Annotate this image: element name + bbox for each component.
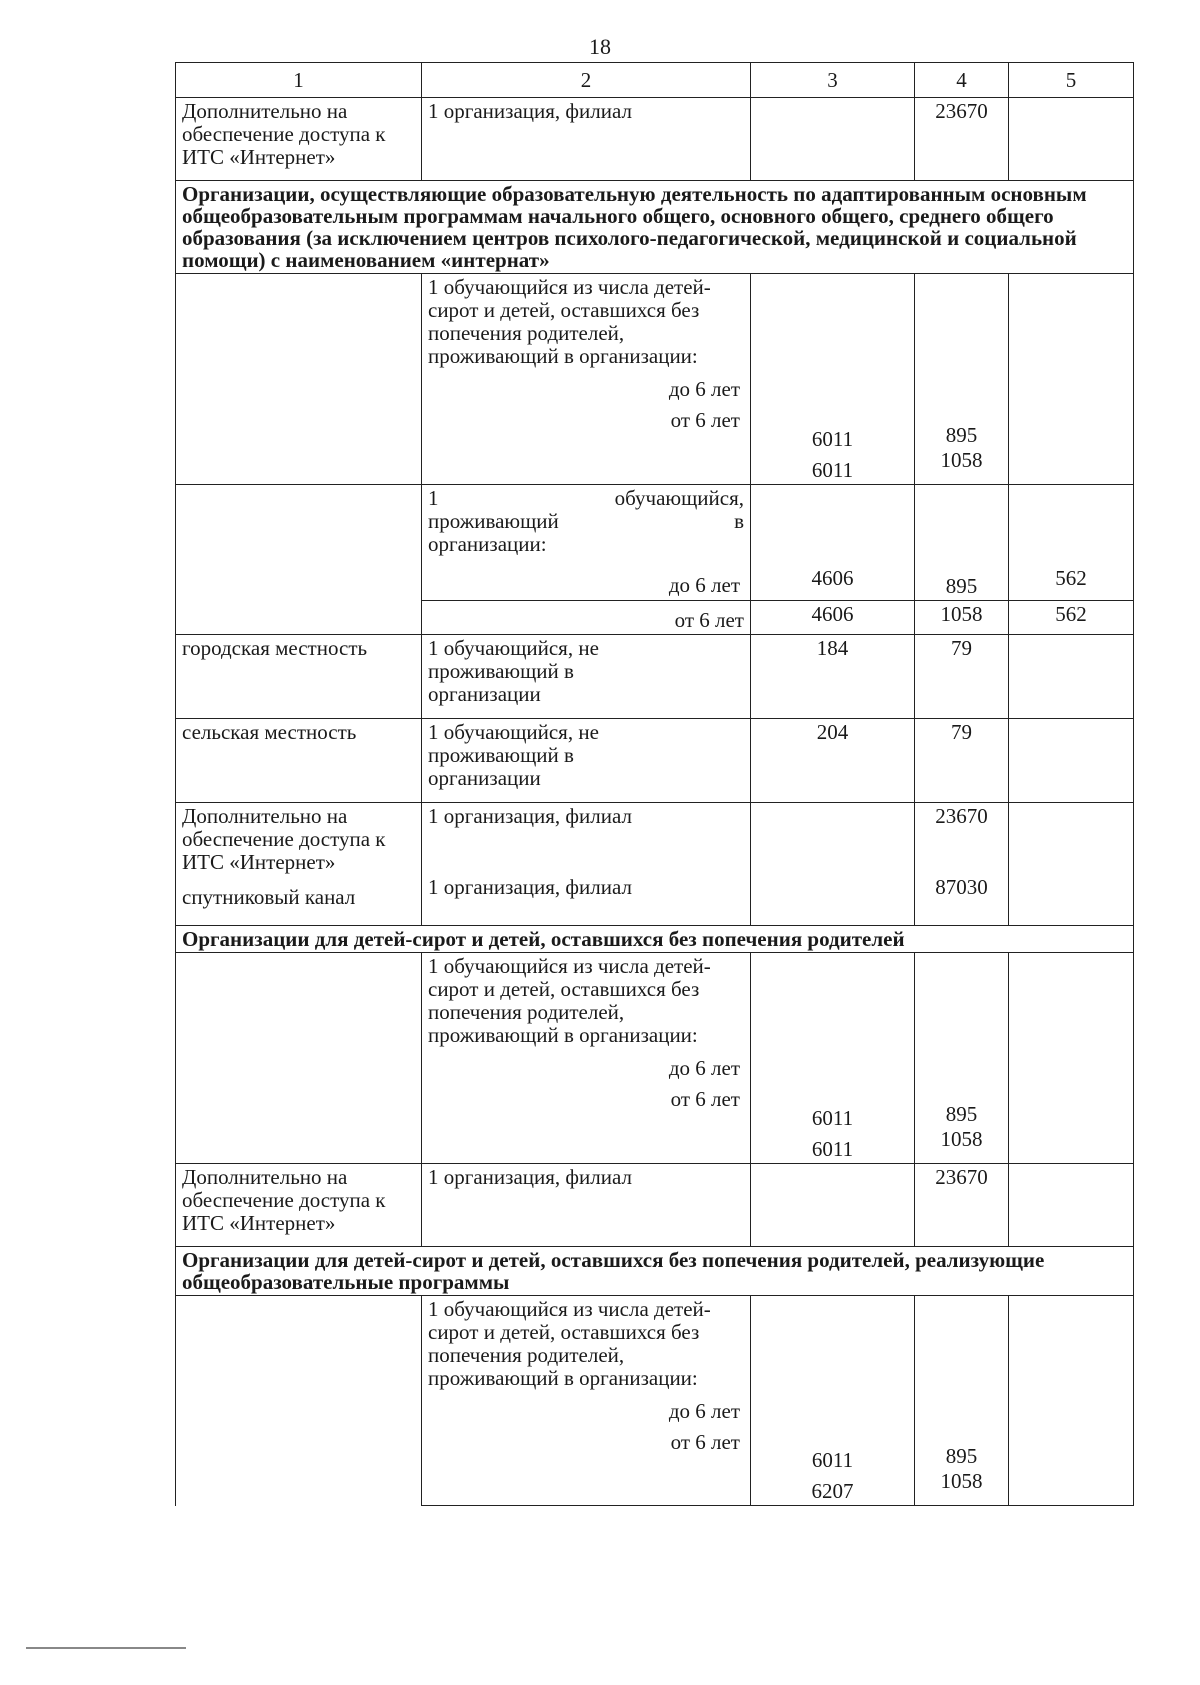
cell (1009, 719, 1134, 803)
cell (1009, 1164, 1134, 1247)
value: 895 (945, 1102, 978, 1126)
age-label: до 6 лет (668, 573, 740, 597)
cell (1009, 274, 1134, 485)
age-label: до 6 лет (668, 1056, 740, 1080)
cell: 1 обучающийся, не проживающий в организации (422, 635, 751, 719)
cell (1009, 98, 1134, 181)
value: 1058 (940, 1127, 983, 1151)
cell: Дополнительно на обеспечение доступа к ИТС «Интернет» (176, 1164, 422, 1247)
page-number: 18 (589, 34, 611, 59)
cell (751, 1164, 915, 1247)
cell (422, 485, 751, 601)
value: 1058 (940, 448, 983, 472)
cell-text: 1 обучающийся, (428, 486, 744, 510)
age-label: от 6 лет (670, 1087, 740, 1111)
cell: сельская местность (176, 719, 422, 803)
cell-text: 1 обучающийся из числа детей-сирот и детей, оставшихся без попечения родителей, проживающий в организации: (428, 1297, 711, 1390)
cell: 895 (915, 485, 1009, 601)
cell: 562 (1009, 601, 1134, 635)
cell: 184 (751, 635, 915, 719)
cell (1009, 1296, 1134, 1506)
cell (915, 1296, 1009, 1506)
column-header: 5 (1009, 63, 1134, 98)
cell (751, 1296, 915, 1506)
cell: городская местность (176, 635, 422, 719)
cell-text: спутниковый канал (182, 885, 356, 909)
age-label: от 6 лет (670, 408, 740, 432)
cell-text: 1 обучающийся из числа детей-сирот и детей, оставшихся без попечения родителей, проживающий в организации: (428, 275, 711, 368)
value: 87030 (935, 875, 988, 899)
cell (915, 274, 1009, 485)
cell (176, 274, 422, 485)
section-header: Организации для детей-сирот и детей, оставшихся без попечения родителей, реализующие общеобразовательные программы (176, 1247, 1134, 1296)
cell: 23670 (915, 1164, 1009, 1247)
table-row (176, 803, 1134, 926)
cell: 4606 (751, 601, 915, 635)
tariff-table (175, 62, 1134, 1506)
cell: 562 (1009, 485, 1134, 601)
value: 6207 (811, 1479, 854, 1503)
cell: 1 обучающийся, не проживающий в организации (422, 719, 751, 803)
cell: 204 (751, 719, 915, 803)
cell (751, 953, 915, 1164)
section-row (176, 181, 1134, 274)
table-row (176, 1296, 1134, 1506)
scan-edge-line (26, 1647, 186, 1649)
cell (915, 803, 1009, 926)
cell-text: Дополнительно на обеспечение доступа к ИТС «Интернет» (182, 804, 386, 874)
cell (422, 1296, 751, 1506)
cell-text: 1 организация, филиал (428, 804, 632, 828)
column-header: 3 (751, 63, 915, 98)
value: 6011 (811, 458, 854, 482)
cell (176, 1296, 422, 1506)
cell (176, 485, 422, 635)
cell: 4606 (751, 485, 915, 601)
column-header: 1 (176, 63, 422, 98)
age-label: от 6 лет (670, 1430, 740, 1454)
cell: Дополнительно на обеспечение доступа к ИТС «Интернет» (176, 98, 422, 181)
age-label: до 6 лет (668, 377, 740, 401)
table-row (176, 98, 1134, 181)
value: 895 (945, 1444, 978, 1468)
cell-text: 1 организация, филиал (428, 875, 632, 899)
value: 6011 (811, 1448, 854, 1472)
table-row (176, 719, 1134, 803)
cell: 1 организация, филиал (422, 98, 751, 181)
cell (915, 953, 1009, 1164)
value: 6011 (811, 1106, 854, 1130)
cell: 23670 (915, 98, 1009, 181)
value: 895 (945, 423, 978, 447)
table-row (176, 1164, 1134, 1247)
cell (176, 803, 422, 926)
cell: 79 (915, 635, 1009, 719)
value: 1058 (940, 1469, 983, 1493)
section-header: Организации для детей-сирот и детей, оставшихся без попечения родителей (176, 926, 1134, 953)
section-header: Организации, осуществляющие образовательную деятельность по адаптированным основным общеобразовательным программам начального общего, основного общего, среднего общего образования (за исключением центров психолого-педагогической, медицинской и социальной помощи) с наименованием «интернат» (176, 181, 1134, 274)
cell: 1058 (915, 601, 1009, 635)
section-row (176, 1247, 1134, 1296)
age-label: от 6 лет (422, 601, 751, 635)
cell: 79 (915, 719, 1009, 803)
cell: 1 организация, филиал (422, 1164, 751, 1247)
value: 6011 (811, 427, 854, 451)
cell-text: организации: (428, 532, 547, 556)
cell (751, 274, 915, 485)
table-row (176, 274, 1134, 485)
cell (751, 98, 915, 181)
cell (751, 803, 915, 926)
age-label: до 6 лет (668, 1399, 740, 1423)
column-header: 2 (422, 63, 751, 98)
cell (1009, 803, 1134, 926)
cell (422, 803, 751, 926)
value: 6011 (811, 1137, 854, 1161)
cell (422, 274, 751, 485)
cell (1009, 635, 1134, 719)
value: 23670 (935, 804, 988, 828)
cell-text: 1 обучающийся из числа детей-сирот и детей, оставшихся без попечения родителей, проживающий в организации: (428, 954, 711, 1047)
table-row (176, 953, 1134, 1164)
cell (1009, 953, 1134, 1164)
cell-text: проживающий в (428, 509, 744, 533)
table-row (176, 485, 1134, 601)
column-header: 4 (915, 63, 1009, 98)
cell (176, 953, 422, 1164)
table-row (176, 635, 1134, 719)
section-row (176, 926, 1134, 953)
header-row (176, 63, 1134, 98)
cell (422, 953, 751, 1164)
